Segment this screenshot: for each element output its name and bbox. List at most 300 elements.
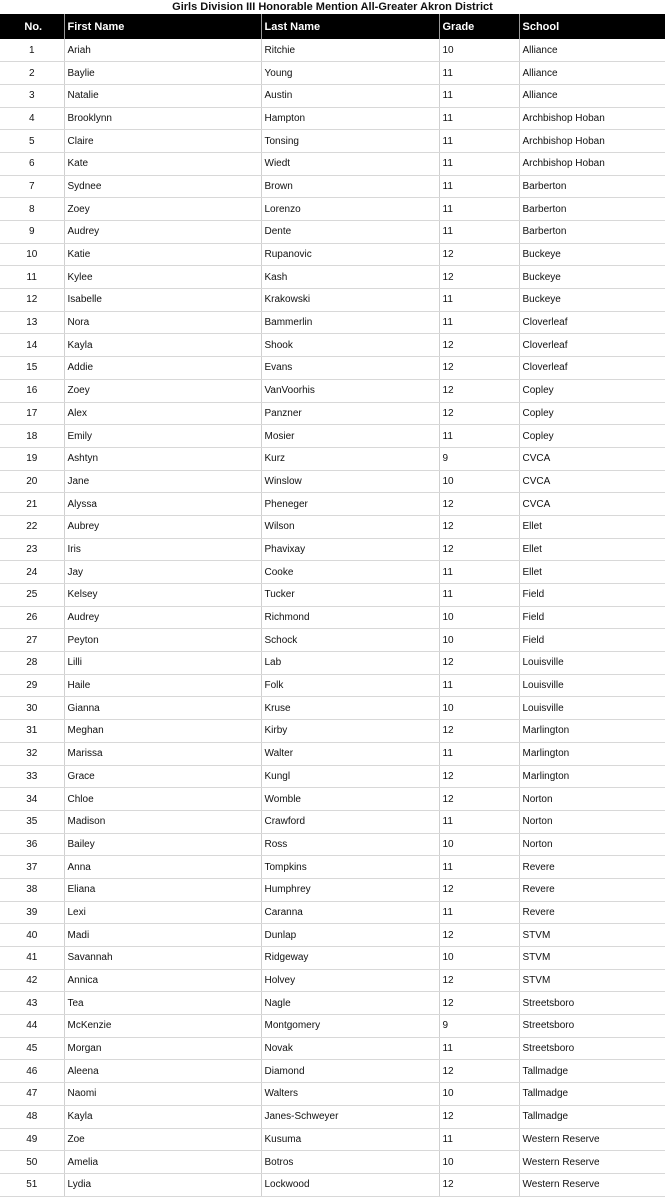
school-cell: Tallmadge [519,1105,665,1128]
row-number: 41 [0,947,64,970]
first-name-cell: Addie [64,357,261,380]
school-cell: Louisville [519,697,665,720]
row-number: 24 [0,561,64,584]
row-number: 6 [0,152,64,175]
table-row [0,1173,665,1196]
last-name-cell: Caranna [261,901,439,924]
row-number: 22 [0,515,64,538]
row-number: 14 [0,334,64,357]
first-name-cell: Jane [64,470,261,493]
table-row [0,765,665,788]
table-row [0,629,665,652]
table-row [0,357,665,380]
last-name-cell: Botros [261,1151,439,1174]
row-number: 50 [0,1151,64,1174]
row-number: 13 [0,311,64,334]
last-name-cell: Panzner [261,402,439,425]
first-name-cell: Tea [64,992,261,1015]
grade-cell: 12 [439,969,519,992]
grade-cell: 11 [439,221,519,244]
last-name-cell: Diamond [261,1060,439,1083]
grade-cell: 9 [439,1015,519,1038]
first-name-cell: Meghan [64,720,261,743]
column-header-school: School [519,14,665,39]
last-name-cell: Wiedt [261,152,439,175]
grade-cell: 10 [439,697,519,720]
column-header-grade: Grade [439,14,519,39]
first-name-cell: Nora [64,311,261,334]
table-row [0,674,665,697]
first-name-cell: Isabelle [64,289,261,312]
last-name-cell: Krakowski [261,289,439,312]
row-number: 31 [0,720,64,743]
first-name-cell: Claire [64,130,261,153]
school-cell: Archbishop Hoban [519,152,665,175]
row-number: 43 [0,992,64,1015]
row-number: 20 [0,470,64,493]
school-cell: Buckeye [519,289,665,312]
row-number: 8 [0,198,64,221]
last-name-cell: Kirby [261,720,439,743]
school-cell: Streetsboro [519,1037,665,1060]
grade-cell: 9 [439,447,519,470]
last-name-cell: Lab [261,652,439,675]
row-number: 16 [0,379,64,402]
table-row [0,606,665,629]
last-name-cell: Schock [261,629,439,652]
table-row [0,992,665,1015]
school-cell: Barberton [519,221,665,244]
honorable-mention-table [0,14,665,1197]
grade-cell: 11 [439,130,519,153]
grade-cell: 11 [439,198,519,221]
grade-cell: 10 [439,629,519,652]
grade-cell: 11 [439,62,519,85]
table-row [0,1105,665,1128]
table-row [0,584,665,607]
table-row [0,221,665,244]
last-name-cell: Austin [261,84,439,107]
first-name-cell: Anna [64,856,261,879]
school-cell: STVM [519,969,665,992]
table-row [0,969,665,992]
grade-cell: 11 [439,107,519,130]
last-name-cell: Ritchie [261,39,439,62]
school-cell: CVCA [519,470,665,493]
grade-cell: 11 [439,289,519,312]
school-cell: Revere [519,856,665,879]
grade-cell: 11 [439,1037,519,1060]
last-name-cell: Folk [261,674,439,697]
grade-cell: 10 [439,1151,519,1174]
school-cell: CVCA [519,493,665,516]
first-name-cell: Emily [64,425,261,448]
table-row [0,130,665,153]
school-cell: Copley [519,402,665,425]
first-name-cell: Lydia [64,1173,261,1196]
first-name-cell: Marissa [64,742,261,765]
table-row [0,152,665,175]
first-name-cell: Eliana [64,878,261,901]
grade-cell: 11 [439,742,519,765]
grade-cell: 12 [439,379,519,402]
last-name-cell: Phavixay [261,538,439,561]
grade-cell: 12 [439,243,519,266]
school-cell: Alliance [519,62,665,85]
first-name-cell: Iris [64,538,261,561]
school-cell: Revere [519,878,665,901]
first-name-cell: Zoe [64,1128,261,1151]
table-row [0,924,665,947]
school-cell: STVM [519,924,665,947]
table-row [0,1083,665,1106]
last-name-cell: Richmond [261,606,439,629]
row-number: 48 [0,1105,64,1128]
school-cell: Cloverleaf [519,357,665,380]
last-name-cell: Tompkins [261,856,439,879]
table-body [0,39,665,1196]
last-name-cell: Montgomery [261,1015,439,1038]
first-name-cell: Kylee [64,266,261,289]
first-name-cell: Ariah [64,39,261,62]
row-number: 29 [0,674,64,697]
first-name-cell: Audrey [64,606,261,629]
grade-cell: 11 [439,152,519,175]
grade-cell: 11 [439,856,519,879]
table-row [0,266,665,289]
table-row [0,379,665,402]
grade-cell: 12 [439,266,519,289]
row-number: 35 [0,810,64,833]
table-row [0,515,665,538]
table-row [0,334,665,357]
row-number: 7 [0,175,64,198]
school-cell: Copley [519,379,665,402]
first-name-cell: Kayla [64,334,261,357]
column-header-first-name: First Name [64,14,261,39]
last-name-cell: Rupanovic [261,243,439,266]
header-row [0,14,665,39]
first-name-cell: Haile [64,674,261,697]
row-number: 21 [0,493,64,516]
table-row [0,107,665,130]
school-cell: Archbishop Hoban [519,107,665,130]
last-name-cell: Walter [261,742,439,765]
school-cell: Archbishop Hoban [519,130,665,153]
row-number: 12 [0,289,64,312]
grade-cell: 10 [439,1083,519,1106]
first-name-cell: Sydnee [64,175,261,198]
first-name-cell: Kate [64,152,261,175]
school-cell: Norton [519,810,665,833]
row-number: 19 [0,447,64,470]
first-name-cell: Katie [64,243,261,266]
school-cell: Norton [519,788,665,811]
first-name-cell: Zoey [64,198,261,221]
table-row [0,788,665,811]
row-number: 37 [0,856,64,879]
table-row [0,402,665,425]
row-number: 1 [0,39,64,62]
last-name-cell: Humphrey [261,878,439,901]
school-cell: Field [519,606,665,629]
school-cell: Buckeye [519,266,665,289]
table-row [0,901,665,924]
grade-cell: 11 [439,561,519,584]
last-name-cell: Ross [261,833,439,856]
school-cell: Streetsboro [519,992,665,1015]
last-name-cell: Wilson [261,515,439,538]
row-number: 11 [0,266,64,289]
grade-cell: 10 [439,470,519,493]
school-cell: Alliance [519,84,665,107]
school-cell: Alliance [519,39,665,62]
row-number: 2 [0,62,64,85]
grade-cell: 12 [439,493,519,516]
row-number: 34 [0,788,64,811]
last-name-cell: Pheneger [261,493,439,516]
grade-cell: 12 [439,1173,519,1196]
school-cell: Barberton [519,175,665,198]
grade-cell: 12 [439,1060,519,1083]
last-name-cell: Nagle [261,992,439,1015]
row-number: 45 [0,1037,64,1060]
grade-cell: 12 [439,538,519,561]
grade-cell: 10 [439,947,519,970]
first-name-cell: Grace [64,765,261,788]
table-row [0,425,665,448]
first-name-cell: Kelsey [64,584,261,607]
school-cell: Marlington [519,742,665,765]
last-name-cell: Walters [261,1083,439,1106]
table-row [0,833,665,856]
table-row [0,1037,665,1060]
last-name-cell: Ridgeway [261,947,439,970]
row-number: 28 [0,652,64,675]
table-row [0,1128,665,1151]
row-number: 10 [0,243,64,266]
first-name-cell: Natalie [64,84,261,107]
first-name-cell: Gianna [64,697,261,720]
row-number: 49 [0,1128,64,1151]
grade-cell: 12 [439,924,519,947]
row-number: 18 [0,425,64,448]
school-cell: Ellet [519,561,665,584]
column-header-number: No. [24,20,43,33]
first-name-cell: Jay [64,561,261,584]
row-number: 47 [0,1083,64,1106]
table-row [0,311,665,334]
school-cell: Cloverleaf [519,334,665,357]
row-number: 5 [0,130,64,153]
grade-cell: 11 [439,311,519,334]
table-row [0,1015,665,1038]
table-row [0,175,665,198]
last-name-cell: Janes-Schweyer [261,1105,439,1128]
table-row [0,742,665,765]
grade-cell: 12 [439,334,519,357]
last-name-cell: Womble [261,788,439,811]
row-number: 33 [0,765,64,788]
school-cell: Western Reserve [519,1128,665,1151]
table-row [0,1151,665,1174]
last-name-cell: Holvey [261,969,439,992]
school-cell: Marlington [519,720,665,743]
table-row [0,243,665,266]
school-cell: Tallmadge [519,1060,665,1083]
table-row [0,493,665,516]
last-name-cell: Tonsing [261,130,439,153]
school-cell: Barberton [519,198,665,221]
last-name-cell: Winslow [261,470,439,493]
last-name-cell: Mosier [261,425,439,448]
table-row [0,1060,665,1083]
column-header-last-name: Last Name [261,14,439,39]
row-number: 46 [0,1060,64,1083]
school-cell: Field [519,629,665,652]
first-name-cell: Savannah [64,947,261,970]
row-number: 3 [0,84,64,107]
grade-cell: 12 [439,1105,519,1128]
table-row [0,561,665,584]
first-name-cell: Kayla [64,1105,261,1128]
school-cell: Cloverleaf [519,311,665,334]
first-name-cell: Aubrey [64,515,261,538]
first-name-cell: McKenzie [64,1015,261,1038]
last-name-cell: Young [261,62,439,85]
last-name-cell: Shook [261,334,439,357]
first-name-cell: Bailey [64,833,261,856]
school-cell: CVCA [519,447,665,470]
table-row [0,198,665,221]
grade-cell: 11 [439,425,519,448]
first-name-cell: Madi [64,924,261,947]
school-cell: Western Reserve [519,1173,665,1196]
first-name-cell: Chloe [64,788,261,811]
first-name-cell: Lexi [64,901,261,924]
last-name-cell: Novak [261,1037,439,1060]
grade-cell: 10 [439,833,519,856]
row-number: 51 [0,1173,64,1196]
grade-cell: 11 [439,84,519,107]
grade-cell: 12 [439,992,519,1015]
first-name-cell: Lilli [64,652,261,675]
grade-cell: 12 [439,357,519,380]
grade-cell: 11 [439,674,519,697]
grade-cell: 12 [439,402,519,425]
last-name-cell: Dente [261,221,439,244]
table-title: Girls Division III Honorable Mention All-Greater Akron District [0,0,665,14]
row-number: 36 [0,833,64,856]
table-row [0,289,665,312]
last-name-cell: Cooke [261,561,439,584]
school-cell: Buckeye [519,243,665,266]
row-number: 4 [0,107,64,130]
row-number: 15 [0,357,64,380]
last-name-cell: Kusuma [261,1128,439,1151]
table-row [0,810,665,833]
grade-cell: 11 [439,175,519,198]
first-name-cell: Madison [64,810,261,833]
first-name-cell: Audrey [64,221,261,244]
row-number: 17 [0,402,64,425]
row-number: 38 [0,878,64,901]
grade-cell: 10 [439,39,519,62]
row-number: 27 [0,629,64,652]
last-name-cell: Hampton [261,107,439,130]
first-name-cell: Baylie [64,62,261,85]
first-name-cell: Amelia [64,1151,261,1174]
table-row [0,62,665,85]
last-name-cell: Lorenzo [261,198,439,221]
school-cell: Tallmadge [519,1083,665,1106]
grade-cell: 11 [439,810,519,833]
table-row [0,39,665,62]
grade-cell: 12 [439,652,519,675]
first-name-cell: Aleena [64,1060,261,1083]
first-name-cell: Zoey [64,379,261,402]
table-row [0,470,665,493]
first-name-cell: Ashtyn [64,447,261,470]
table-row [0,856,665,879]
row-number: 44 [0,1015,64,1038]
row-number: 23 [0,538,64,561]
school-cell: Marlington [519,765,665,788]
grade-cell: 11 [439,901,519,924]
school-cell: Copley [519,425,665,448]
school-cell: Revere [519,901,665,924]
first-name-cell: Brooklynn [64,107,261,130]
table-row [0,697,665,720]
last-name-cell: Bammerlin [261,311,439,334]
row-number: 30 [0,697,64,720]
grade-cell: 11 [439,1128,519,1151]
school-cell: Ellet [519,515,665,538]
last-name-cell: Dunlap [261,924,439,947]
last-name-cell: Kash [261,266,439,289]
table-row [0,84,665,107]
table-row [0,720,665,743]
grade-cell: 11 [439,584,519,607]
row-number: 42 [0,969,64,992]
table-row [0,447,665,470]
table-row [0,538,665,561]
table-row [0,878,665,901]
first-name-cell: Peyton [64,629,261,652]
row-number: 25 [0,584,64,607]
last-name-cell: Tucker [261,584,439,607]
school-cell: Ellet [519,538,665,561]
first-name-cell: Naomi [64,1083,261,1106]
grade-cell: 12 [439,878,519,901]
last-name-cell: Crawford [261,810,439,833]
school-cell: Louisville [519,652,665,675]
last-name-cell: Kurz [261,447,439,470]
first-name-cell: Alyssa [64,493,261,516]
row-number: 9 [0,221,64,244]
row-number: 26 [0,606,64,629]
row-number: 32 [0,742,64,765]
last-name-cell: VanVoorhis [261,379,439,402]
school-cell: Streetsboro [519,1015,665,1038]
last-name-cell: Lockwood [261,1173,439,1196]
first-name-cell: Alex [64,402,261,425]
last-name-cell: Evans [261,357,439,380]
table-row [0,947,665,970]
school-cell: Field [519,584,665,607]
grade-cell: 12 [439,765,519,788]
row-number: 40 [0,924,64,947]
